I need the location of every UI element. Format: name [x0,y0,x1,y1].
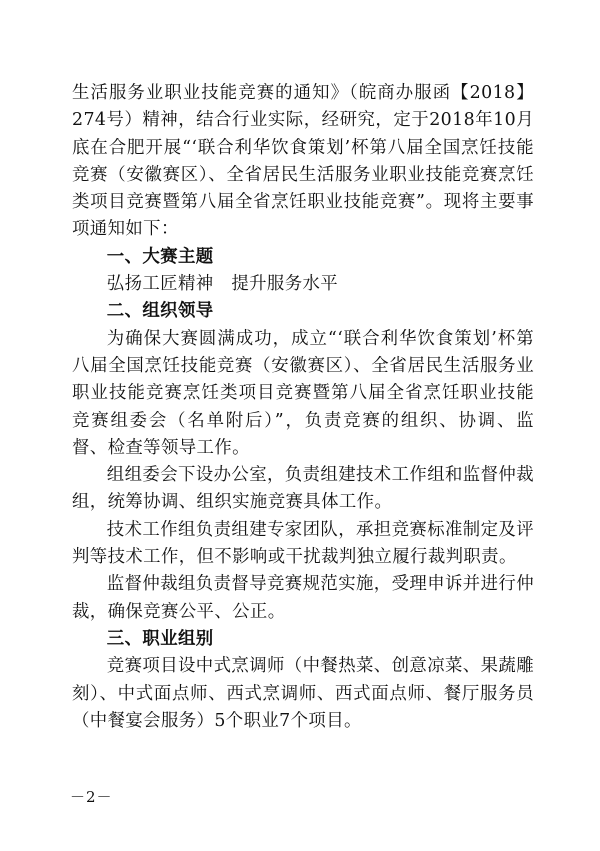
section-heading-organization: 二、组织领导 [106,301,214,322]
organization-paragraph-technical: 技术工作组负责组建专家团队，承担竞赛标准制定及评判等技术工作，但不影响或干扰裁判独立履行裁判职责。 [72,519,534,568]
page-number: －2－ [70,788,113,806]
section-heading-categories: 三、职业组别 [106,628,214,649]
organization-paragraph-committee: 为确保大赛圆满成功，成立“‘联合利华饮食策划’杯第八届全国烹饪技能竞赛（安徽赛区）、全省居民生活服务业职业技能竞赛烹饪类项目竞赛暨第八届全省烹饪职业技能竞赛组委会（名单附后）”，负责竞赛的组织、协调、监督、检查等领导工作。 [72,328,534,458]
organization-paragraph-supervision: 监督仲裁组负责督导竞赛规范实施，受理申诉并进行仲裁，确保竞赛公平、公正。 [72,574,534,622]
section-heading-theme: 一、大赛主题 [106,246,214,267]
theme-text: 弘扬工匠精神 提升服务水平 [106,274,339,295]
categories-paragraph: 竞赛项目设中式烹调师（中餐热菜、创意凉菜、果蔬雕刻）、中式面点师、西式烹调师、西式面点师、餐厅服务员（中餐宴会服务）5个职业7个项目。 [72,656,534,731]
intro-paragraph: 生活服务业职业技能竞赛的通知》（皖商办服函【2018】274号）精神，结合行业实际，经研究，定于2018年10月底在合肥开展“‘联合利华饮食策划’杯第八届全国烹饪技能竞赛（安徽赛区）、全省居民生活服务业职业技能竞赛烹饪类项目竞赛暨第八届全省烹饪职业技能竞赛”。现将主要事项通知如下： [72,83,534,240]
document-page [72,80,534,735]
organization-paragraph-office: 组组委会下设办公室，负责组建技术工作组和监督仲裁组，统筹协调、组织实施竞赛具体工作。 [72,465,534,513]
